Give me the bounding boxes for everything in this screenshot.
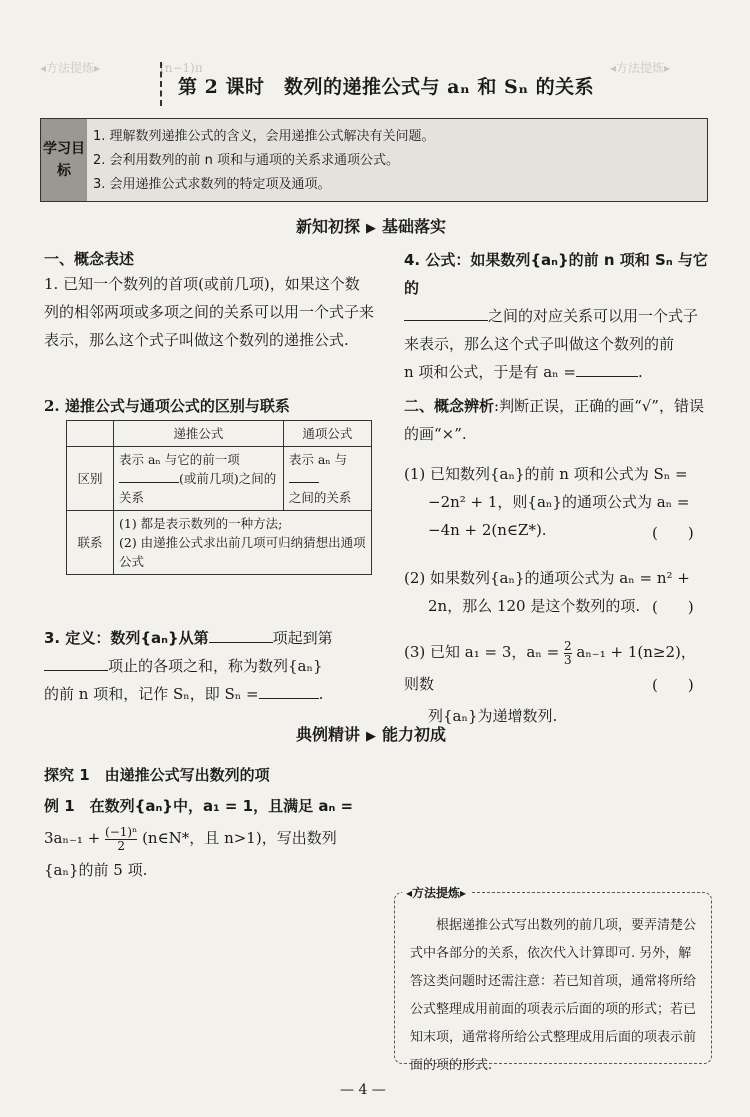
- show-through-text-2: ◂方法提炼▸: [610, 61, 671, 75]
- section-header-basics: [296, 214, 446, 237]
- answer-blank[interactable]: [44, 670, 108, 671]
- table-header-recursive: 递推公式: [114, 421, 284, 447]
- goals-label: 学习目标: [41, 119, 87, 201]
- answer-blank[interactable]: [119, 482, 179, 483]
- triangle-right-icon: ▶: [366, 729, 377, 744]
- answer-paren-q2[interactable]: ( ): [652, 598, 694, 616]
- judge-q1: (1) 已知数列{aₙ}的前 n 项和公式为 Sₙ = −2n² + 1，则{aₙ}的通项公式为 aₙ = −4n + 2(n∈Z*).: [404, 465, 690, 539]
- answer-blank[interactable]: [209, 642, 273, 643]
- answer-blank[interactable]: [404, 320, 488, 321]
- learning-goals-box: [40, 118, 708, 202]
- goals-list: [93, 125, 435, 197]
- example-1: 例 1 在数列{aₙ}中，a₁ = 1，且满足 aₙ = 3aₙ₋₁ + $\frac{\text{(−1)ⁿ}}{2}$ (n∈N*，且 n>1)，写出数列 {aₙ}的前 5 项.: [44, 797, 354, 879]
- judge-q3: (3) 已知 a₁ = 3，aₙ = $\frac{2}{3}$ aₙ₋₁ + 1(n≥2)，则数 列{aₙ}为递增数列.: [404, 638, 696, 725]
- method-tips-text: 根据递推公式写出数列的前几项，要弄清楚公式中各部分的关系，依次代入计算即可. 另外，解答这类问题时还需注意：若已知首项，通常将所给公式整理成用前面的项表示后面的项的形式；若已知末项，通常将所给公式整理成用后面的项表示前面的项的形式.: [410, 918, 697, 1073]
- goal-item: 2. 会利用数列的前 n 项和与通项的关系求通项公式。: [93, 153, 400, 168]
- section-right: 能力初成: [382, 725, 447, 744]
- goal-item: 1. 理解数列递推公式的含义，会用递推公式解决有关问题。: [93, 129, 435, 144]
- fraction: $\frac{\text{(−1)ⁿ}}{2}$: [105, 824, 138, 853]
- judge-q2: (2) 如果数列{aₙ}的通项公式为 aₙ = n² + 2n，那么 120 是这个数列的项.: [404, 569, 690, 615]
- judge-intro: 二、概念辨析:判断正误，正确的画“√”，错误的画“×”.: [404, 397, 704, 443]
- answer-paren-q1[interactable]: ( ): [652, 524, 694, 542]
- section-right: 基础落实: [382, 217, 447, 236]
- lesson-title: 第 2 课时 数列的递推公式与 aₙ 和 Sₙ 的关系: [178, 76, 595, 98]
- explore-heading: 探究 1 由递推公式写出数列的项: [44, 766, 270, 784]
- section-left: 新知初探: [296, 217, 361, 236]
- triangle-right-icon: ▶: [366, 221, 377, 236]
- concept-p4: 4. 公式：如果数列{aₙ}的前 n 项和 Sₙ 与它的 之间的对应关系可以用一个式子来表示，那么这个式子叫做这个数列的前 n 项和公式，于是有 aₙ = .: [404, 251, 708, 381]
- answer-paren-q3[interactable]: ( ): [652, 676, 694, 694]
- show-through-text: ◂方法提炼▸ (n−1)π: [40, 61, 203, 75]
- concept-heading: 一、概念表述: [44, 250, 135, 268]
- method-tips-label: ◂方法提炼▸: [402, 884, 470, 901]
- answer-blank[interactable]: [289, 482, 319, 483]
- answer-blank[interactable]: [259, 698, 319, 699]
- table-header-general: 通项公式: [283, 421, 371, 447]
- table-cell: (1) 都是表示数列的一种方法; (2) 由递推公式求出前几项可归纳猜想出通项公式: [114, 511, 372, 575]
- row-label-connection: 联系: [67, 511, 114, 575]
- concept-p2-heading: 2. 递推公式与通项公式的区别与联系: [44, 397, 290, 415]
- concept-p3: 3. 定义：数列{aₙ}从第 项起到第 项止的各项之和，称为数列{aₙ} 的前 n 项和，记作 Sₙ，即 Sₙ = .: [44, 629, 333, 703]
- section-left: 典例精讲: [296, 725, 361, 744]
- fraction: $\frac{2}{3}$: [563, 638, 572, 667]
- concept-p1: 1. 已知一个数列的首项(或前几项)，如果这个数列的相邻两项或多项之间的关系可以用一个式子来表示，那么这个式子叫做这个数列的递推公式.: [44, 275, 375, 349]
- table-cell: 表示 aₙ 与 之间的关系: [283, 447, 371, 511]
- comparison-table: [66, 420, 372, 575]
- row-label-difference: 区别: [67, 447, 114, 511]
- page-number: — 4 —: [340, 1082, 386, 1098]
- answer-blank[interactable]: [576, 376, 638, 377]
- goal-item: 3. 会用递推公式求数列的特定项及通项。: [93, 177, 331, 192]
- table-cell: 表示 aₙ 与它的前一项 (或前几项)之间的关系: [114, 447, 284, 511]
